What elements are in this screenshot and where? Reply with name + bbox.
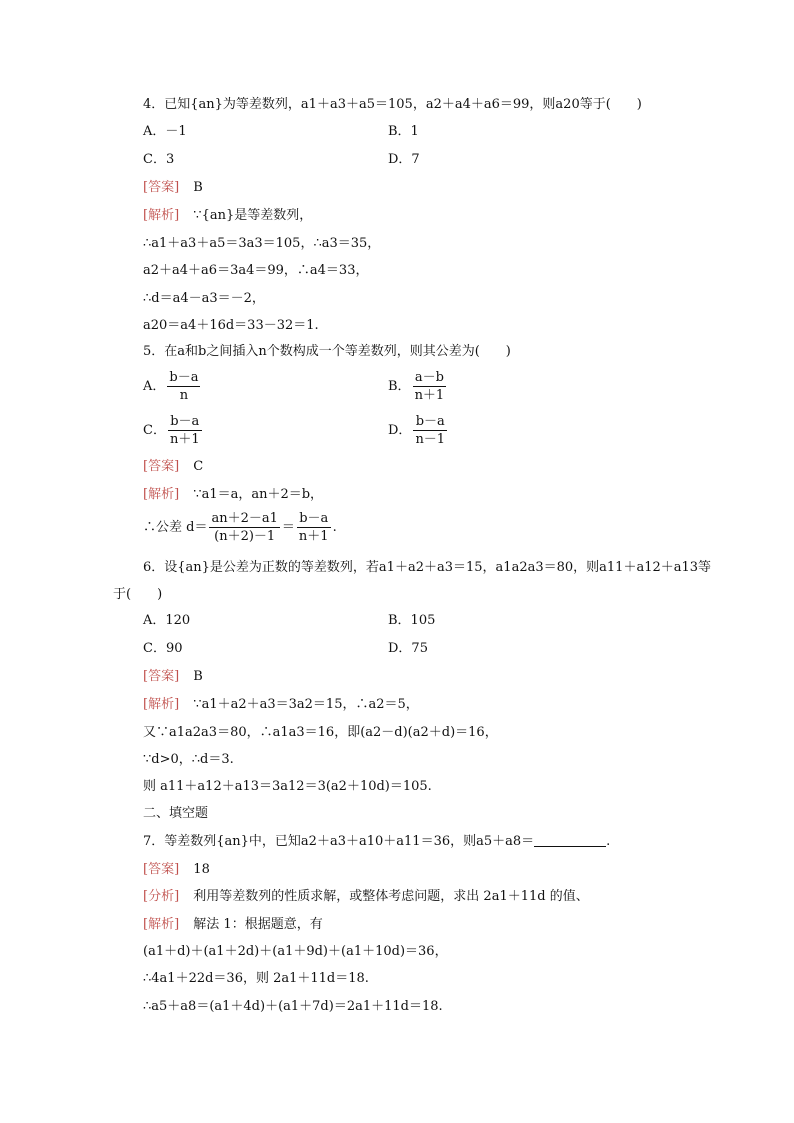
- q5-choice-c: [143, 413, 204, 448]
- analysis-tag: [解析]: [143, 487, 180, 502]
- answer-tag: [答案]: [143, 862, 180, 877]
- q4-analysis-line: ∴a1＋a3＋a5＝3a3＝105，∴a3＝35，: [143, 236, 381, 251]
- q5-analysis-line: ∵a1＝a，an＋2＝b，: [193, 487, 324, 502]
- q7-stem-end: .: [606, 834, 611, 849]
- q4-analysis-line: a2＋a4＋a6＝3a4＝99，∴a4＝33，: [143, 263, 369, 278]
- q6-analysis-line: 又∵a1a2a3＝80，∴a1a3＝16，即(a2－d)(a2＋d)＝16，: [143, 725, 498, 740]
- choice-label: B．: [388, 379, 411, 394]
- section-heading: 二、填空题: [143, 806, 209, 821]
- fenxi-tag: [分析]: [143, 889, 180, 904]
- q4-analysis-row: [143, 207, 312, 225]
- q7-stem: [143, 833, 610, 851]
- q5-answer: C: [193, 459, 204, 474]
- numerator: an＋2－a1: [211, 511, 278, 526]
- numerator: b－a: [297, 510, 331, 528]
- q6-analysis-line: 则 a11＋a12＋a13＝3a12＝3(a2＋10d)＝105.: [143, 779, 432, 794]
- q6-choice-c: C．90: [143, 641, 183, 656]
- answer-tag: [答案]: [143, 180, 180, 195]
- denominator: (n＋2)－1: [214, 529, 276, 544]
- q7-answer-row: [143, 861, 210, 879]
- q7-fenxi: 利用等差数列的性质求解，或整体考虑问题，求出 2a1＋11d 的值、: [193, 889, 589, 904]
- fraction: [168, 413, 202, 448]
- q6-choice-b: B．105: [388, 613, 436, 628]
- numerator: b－a: [413, 413, 447, 431]
- q5-stem: 5．在a和b之间插入n个数构成一个等差数列，则其公差为( ): [143, 344, 511, 359]
- q4-analysis-line: ∴d＝a4－a3＝－2，: [143, 291, 265, 306]
- fraction: [413, 413, 447, 448]
- analysis-tag: [解析]: [143, 208, 180, 223]
- q5-answer-row: [143, 458, 203, 476]
- q6-answer: B: [193, 669, 203, 684]
- q6-stem-line1: 6．设{an}是公差为正数的等差数列，若a1＋a2＋a3＝15，a1a2a3＝80，则a11＋a12＋a13等: [143, 560, 712, 575]
- q4-answer: B: [193, 180, 203, 195]
- q7-analysis-line: ∴a5＋a8＝(a1＋4d)＋(a1＋7d)＝2a1＋11d＝18.: [143, 999, 443, 1014]
- denominator: n－1: [415, 432, 446, 447]
- q6-analysis-line: ∵a1＋a2＋a3＝3a2＝15，∴a2＝5，: [193, 697, 419, 712]
- q4-choice-a: A．－1: [143, 124, 187, 139]
- fraction: [297, 510, 331, 545]
- answer-tag: [答案]: [143, 669, 180, 684]
- q7-analysis-line: (a1＋d)＋(a1＋2d)＋(a1＋9d)＋(a1＋10d)＝36，: [143, 944, 448, 959]
- q4-stem: 4．已知{an}为等差数列，a1＋a3＋a5＝105，a2＋a4＋a6＝99，则a20等于( ): [143, 97, 642, 112]
- numerator: b－a: [169, 370, 199, 385]
- q7-answer: 18: [193, 862, 210, 877]
- q6-choice-a: A．120: [143, 613, 191, 628]
- choice-label: A．: [143, 379, 166, 394]
- q4-analysis-line: ∵{an}是等差数列，: [193, 208, 313, 223]
- denominator: n＋1: [169, 432, 200, 447]
- q5-choice-b: [388, 369, 448, 404]
- choice-label: D．: [388, 423, 412, 438]
- q4-choice-c: C．3: [143, 152, 175, 167]
- formula-prefix: ∴公差 d＝: [143, 520, 208, 535]
- q6-analysis-line: ∵d>0，∴d＝3.: [143, 752, 234, 767]
- q6-stem-line2: 于( ): [113, 587, 163, 602]
- denominator: n: [179, 388, 189, 403]
- q7-analysis-row: [143, 916, 323, 934]
- analysis-tag: [解析]: [143, 917, 180, 932]
- q4-choice-d: D．7: [388, 152, 420, 167]
- analysis-tag: [解析]: [143, 697, 180, 712]
- numerator: a－b: [413, 369, 447, 387]
- answer-blank: [534, 834, 606, 847]
- q6-analysis-row: [143, 696, 419, 714]
- choice-label: C．: [143, 423, 166, 438]
- q6-choice-d: D．75: [388, 641, 428, 656]
- fraction: [413, 369, 447, 404]
- q5-choice-d: [388, 413, 449, 448]
- q7-stem-text: 7．等差数列{an}中，已知a2＋a3＋a10＋a11＝36，则a5＋a8＝: [143, 834, 535, 849]
- answer-tag: [答案]: [143, 459, 180, 474]
- q6-answer-row: [143, 668, 203, 686]
- fraction: [209, 510, 279, 545]
- denominator: n＋1: [414, 388, 445, 403]
- q7-analysis-line: ∴4a1＋22d＝36，则 2a1＋11d＝18.: [143, 971, 369, 986]
- q4-choice-b: B．1: [388, 124, 419, 139]
- fraction: [167, 369, 200, 404]
- q4-analysis-line: a20＝a4＋16d＝33－32＝1.: [143, 318, 319, 333]
- q5-choice-a: [143, 369, 202, 404]
- q5-analysis-row: [143, 486, 323, 504]
- formula-suffix: .: [332, 520, 337, 535]
- numerator: b－a: [168, 413, 202, 431]
- q4-answer-row: [143, 179, 203, 197]
- q5-analysis-formula: ∴公差 d＝ $\frac{an+2-a1}{(n+2)-1}$ ＝ $\frac{b-a}{n+1}$ .: [143, 511, 337, 544]
- q7-fenxi-row: [143, 888, 589, 906]
- denominator: n＋1: [298, 529, 329, 544]
- q7-analysis-line: 解法 1：根据题意，有: [193, 917, 323, 932]
